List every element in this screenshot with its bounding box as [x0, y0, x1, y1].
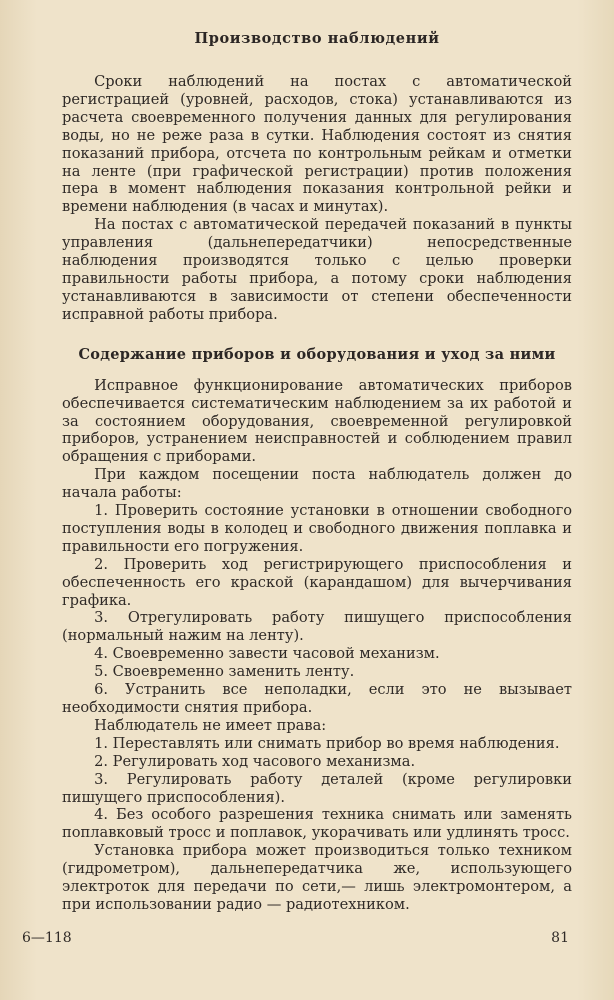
- prohibition-item-4: 4. Без особого разрешения техника снимать или заменять поплавковый тросс и поплавок, укорачивать или удлинять тросс.: [62, 806, 572, 842]
- section2-intro-1: Исправное функционирование автоматических приборов обеспечивается систематическим наблюдением за их работой и за состоянием оборудования, своевременной регулировкой приборов, устранением неисправностей и соблюдением правил обращения с приборами.: [62, 376, 572, 466]
- section1-paragraph-1: Сроки наблюдений на постах с автоматической регистрацией (уровней, расходов, стока) устанавливаются из расчета своевременного получения данных для регулирования воды, но не реже раза в сутки. Наблюдения состоят из снятия показаний прибора, отсчета по контрольным рейкам и отметки на ленте (при графической регистрации) против положения пера в момент наблюдения показания контрольной рейки и времени наблюдения (в часах и минутах).: [62, 73, 572, 216]
- printer-signature: 6—118: [22, 930, 72, 946]
- task-item-1: 1. Проверить состояние установки в отношении свободного поступления воды в колодец и свободного движения поплавка и правильности его погружения.: [62, 502, 572, 555]
- prohibition-item-1: 1. Переставлять или снимать прибор во время наблюдения.: [94, 734, 560, 752]
- page-footer: [22, 930, 569, 946]
- page-title: Производство наблюдений: [194, 30, 440, 47]
- prohibition-item-2: 2. Регулировать ход часового механизма.: [94, 752, 416, 770]
- section2-intro-2: При каждом посещении поста наблюдатель должен до начала работы:: [62, 466, 572, 502]
- section1-paragraph-2: На постах с автоматической передачей показаний в пункты управления (дальнепередатчики) непосредственные наблюдения производятся только с целью проверки правильности работы прибора, а потому сроки наблюдения устанавливаются в зависимости от степени обеспеченности исправной работы прибора.: [62, 216, 572, 323]
- prohibition-item-3: 3. Регулировать работу деталей (кроме регулировки пишущего приспособления).: [62, 770, 572, 806]
- section-heading: Содержание приборов и оборудования и уход за ними: [78, 345, 556, 363]
- task-item-3: 3. Отрегулировать работу пишущего приспособления (нормальный нажим на ленту).: [62, 609, 572, 645]
- task-item-2: 2. Проверить ход регистрирующего приспособления и обеспеченность его краской (карандашом) для вычерчивания графика.: [62, 555, 572, 609]
- closing-paragraph: Установка прибора может производиться только техником (гидрометром), дальнепередатчика же, использующего электроток для передачи по сети,— лишь электромонтером, а при использовании радио — радиотехником.: [62, 842, 572, 913]
- task-item-6: 6. Устранить все неполадки, если это не вызывает необходимости снятия прибора.: [62, 681, 572, 716]
- task-item-5: 5. Своевременно заменить ленту.: [94, 663, 355, 681]
- task-item-4: 4. Своевременно завести часовой механизм.: [94, 645, 440, 663]
- prohibitions-intro: Наблюдатель не имеет права:: [94, 716, 327, 734]
- page-content: [62, 30, 572, 914]
- page-number: 81: [551, 930, 569, 946]
